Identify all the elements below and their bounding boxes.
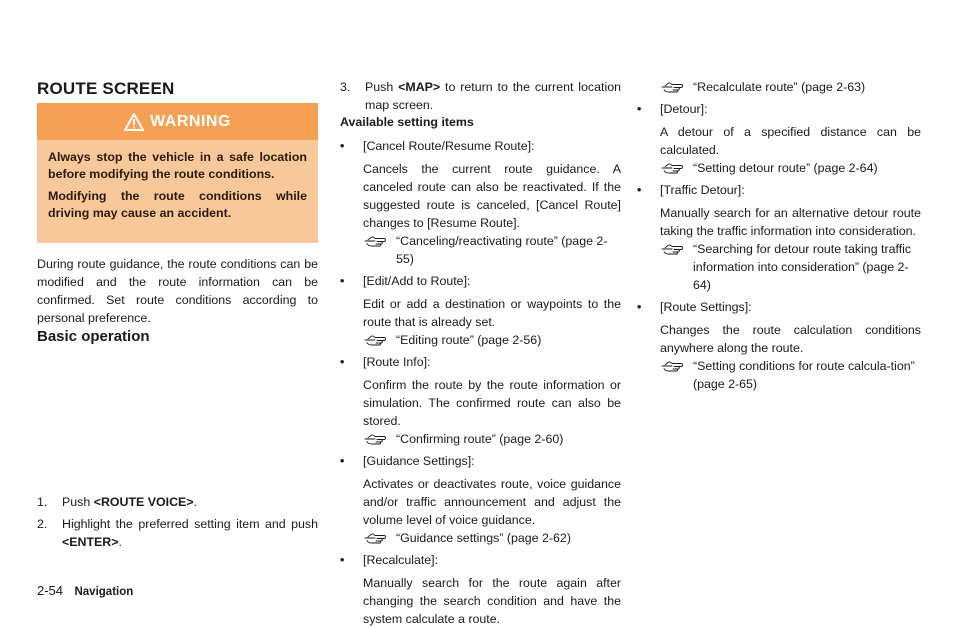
pointing-hand-icon	[364, 430, 396, 448]
step-text: Push <ROUTE VOICE>.	[62, 495, 197, 509]
reference-text: “Confirming route” (page 2-60)	[396, 432, 564, 446]
cross-reference[interactable]	[660, 78, 921, 96]
item-name: [Cancel Route/Resume Route]:	[363, 139, 535, 153]
step-2	[37, 515, 318, 551]
pointing-hand-icon	[661, 240, 693, 294]
steps-list	[37, 493, 318, 555]
pointing-hand-icon	[661, 357, 693, 393]
reference-text: “Setting detour route” (page 2-64)	[693, 161, 878, 175]
basic-operation-title: Basic operation	[37, 328, 150, 345]
warning-header	[37, 103, 318, 140]
bullet: •	[340, 274, 345, 288]
reference-text: “Recalculate route” (page 2-63)	[693, 80, 866, 94]
bullet: •	[340, 355, 345, 369]
item-name: [Route Info]:	[363, 355, 431, 369]
page-footer	[37, 583, 133, 598]
item-name: [Edit/Add to Route]:	[363, 274, 471, 288]
bullet: •	[637, 183, 642, 197]
step-1	[37, 493, 318, 511]
intro-paragraph: During route guidance, the route conditions can be modified and the route information can be confirmed. Set route conditions according to personal preference.	[37, 257, 318, 325]
step-3	[340, 78, 621, 118]
key-label: <ROUTE VOICE>	[93, 495, 194, 509]
warning-label: WARNING	[150, 112, 231, 130]
list-item	[637, 298, 921, 393]
warning-para-1: Always stop the vehicle in a safe location before modifying the route conditions.	[48, 150, 307, 181]
bullet: •	[637, 102, 642, 116]
item-description: A detour of a specified distance can be calculated.	[660, 125, 921, 157]
section-title: ROUTE SCREEN	[37, 79, 175, 98]
item-name: [Recalculate]:	[363, 553, 439, 567]
page-number: 2-54	[37, 583, 64, 598]
available-items-title: Available setting items	[340, 115, 474, 129]
item-description: Changes the route calculation conditions anywhere along the route.	[660, 323, 921, 355]
warning-triangle-icon	[124, 113, 144, 131]
pointing-hand-icon	[364, 331, 396, 349]
reference-text: “Searching for detour route taking traffic information into consideration” (page 2-64)	[693, 242, 912, 292]
settings-list-col2	[340, 137, 621, 628]
list-item	[637, 181, 921, 294]
item-description: Manually search for the route again after changing the search condition and have the system calculate a route.	[363, 576, 621, 626]
list-item	[340, 137, 621, 268]
item-name: [Route Settings]:	[660, 300, 752, 314]
cross-reference[interactable]	[363, 331, 621, 349]
cross-reference[interactable]	[660, 159, 921, 177]
list-item	[340, 353, 621, 448]
list-item-continued	[637, 78, 921, 96]
item-name: [Detour]:	[660, 102, 708, 116]
pointing-hand-icon	[661, 78, 693, 96]
step-text: Highlight the preferred setting item and push <ENTER>.	[62, 517, 318, 549]
item-description: Manually search for an alternative detour route taking the traffic information into consideration.	[660, 206, 921, 238]
item-description: Confirm the route by the route information or simulation. The confirmed route can also be stored.	[363, 378, 621, 428]
item-description: Edit or add a destination or waypoints to the route that is already set.	[363, 297, 621, 329]
list-item	[340, 452, 621, 547]
pointing-hand-icon	[364, 529, 396, 547]
bullet: •	[637, 300, 642, 314]
bullet: •	[340, 139, 345, 153]
bullet: •	[340, 553, 345, 567]
item-description: Cancels the current route guidance. A canceled route can also be reactivated. If the suggested route is canceled, [Cancel Route] changes to [Resume Route].	[363, 162, 621, 230]
cross-reference[interactable]	[660, 357, 921, 393]
pointing-hand-icon	[661, 159, 693, 177]
reference-text: “Editing route” (page 2-56)	[396, 333, 542, 347]
list-item	[637, 100, 921, 177]
warning-para-2: Modifying the route conditions while driving may cause an accident.	[48, 189, 307, 220]
cross-reference[interactable]	[363, 529, 621, 547]
reference-text: “Setting conditions for route calcula-tion” (page 2-65)	[693, 359, 915, 391]
pointing-hand-icon	[364, 232, 396, 268]
key-label: <ENTER>	[62, 535, 119, 549]
item-name: [Guidance Settings]:	[363, 454, 475, 468]
list-item	[340, 551, 621, 628]
reference-text: “Canceling/reactivating route” (page 2-55)	[396, 234, 608, 266]
step-text: Push <MAP> to return to the current location map screen.	[365, 80, 621, 112]
cross-reference[interactable]	[363, 430, 621, 448]
bullet: •	[340, 454, 345, 468]
cross-reference[interactable]	[363, 232, 621, 268]
item-description: Activates or deactivates route, voice guidance and/or traffic announcement and adjust the volume level of voice guidance.	[363, 477, 621, 527]
cross-reference[interactable]	[660, 240, 921, 294]
item-name: [Traffic Detour]:	[660, 183, 745, 197]
key-label: <MAP>	[398, 80, 441, 94]
reference-text: “Guidance settings” (page 2-62)	[396, 531, 571, 545]
section-name: Navigation	[74, 586, 134, 598]
warning-box	[37, 103, 318, 243]
step-number: 2.	[37, 517, 48, 531]
list-item	[340, 272, 621, 349]
step-number: 1.	[37, 495, 48, 509]
settings-list-col3	[637, 78, 921, 393]
warning-text	[37, 140, 318, 222]
step-number: 3.	[340, 80, 351, 94]
